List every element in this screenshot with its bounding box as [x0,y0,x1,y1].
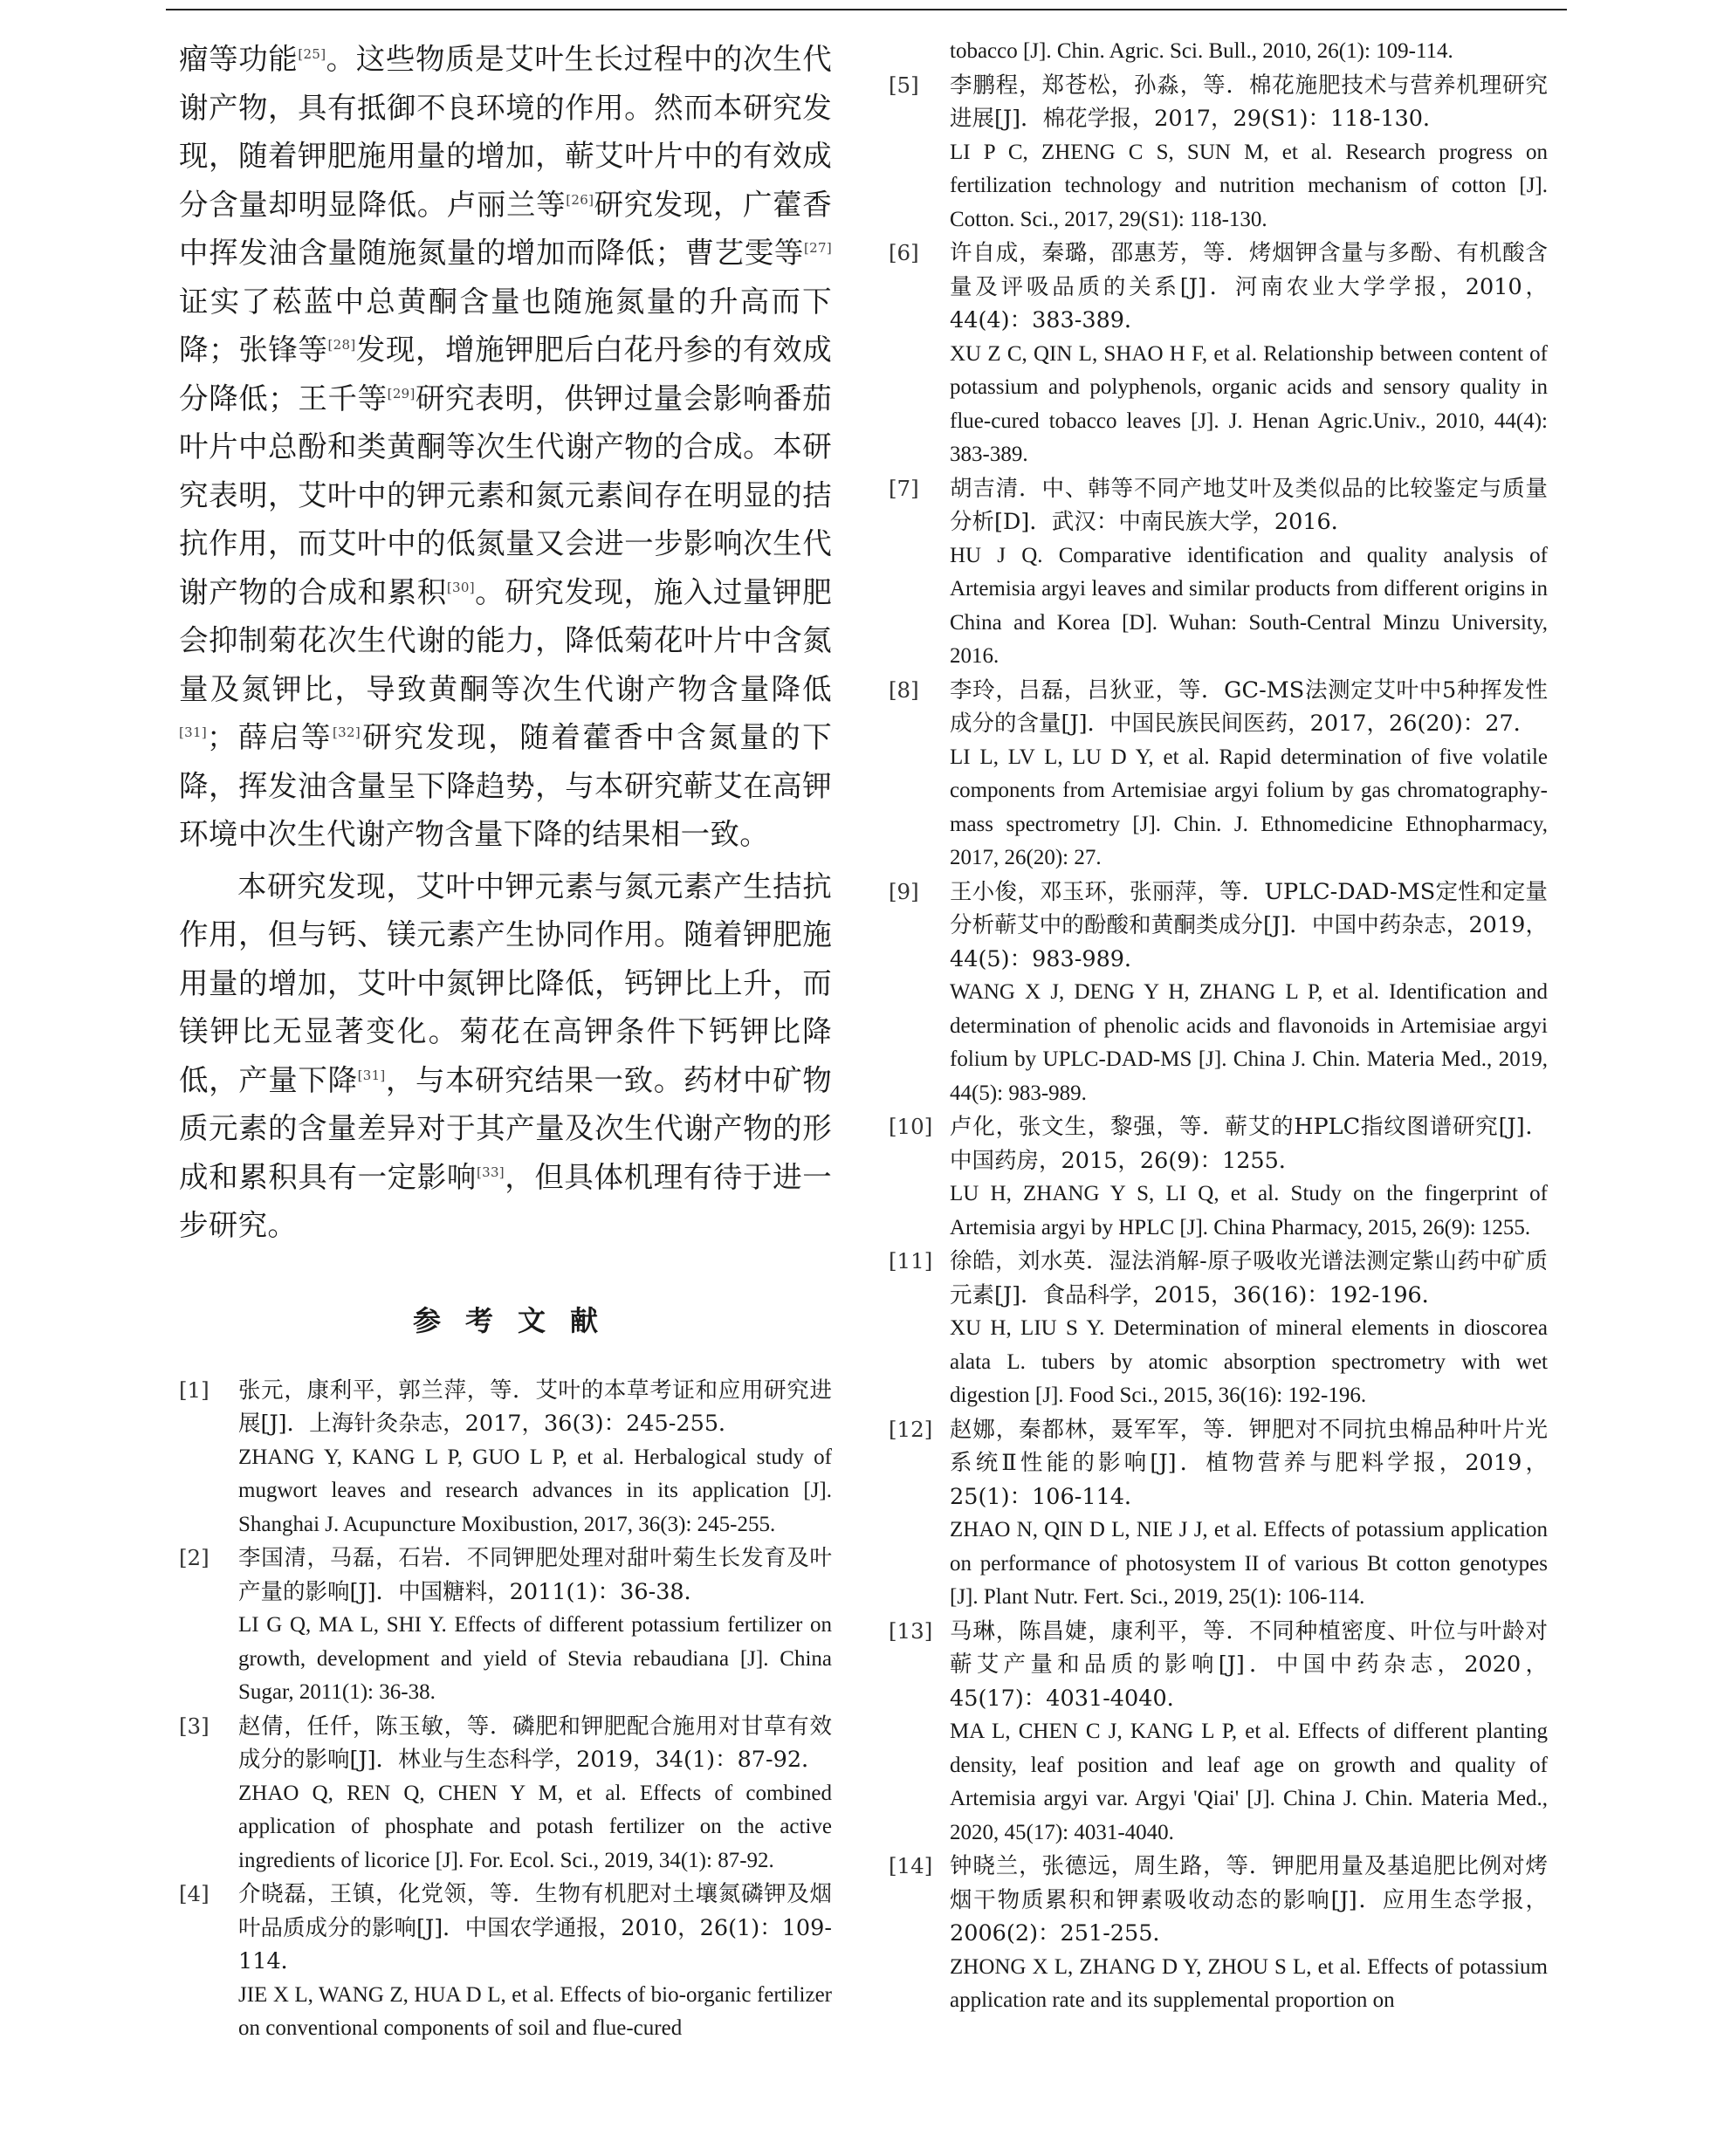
citation-marker: [30] [446,579,475,595]
citation-marker: [26] [566,191,594,208]
paragraph-text: 。研究发现，施入过量钾肥会抑制菊花次生代谢的能力，降低菊花叶片中含氮量及氮钾比，导致黄酮等次生代谢产物含量降低 [179,574,832,706]
reference-chinese: 介晓磊，王镇，化党领，等．生物有机肥对土壤氮磷钾及烟叶品质成分的影响[J]．中国农学通报，2010，26(1)：109-114． [238,1881,832,1974]
reference-item [889,1110,1548,1245]
reference-english: HU J Q. Comparative identification and quality analysis of Artemisia argyi leaves and similar products from different origins in China and Korea [D]. Wuhan: South-Central Minzu University, 2016. [950,543,1548,668]
paragraph-text: 研究发现，随着藿香中含氮量的下降，挥发油含量呈下降趋势，与本研究蕲艾在高钾环境中次生代谢产物含量下降的结果相一致。 [179,720,832,851]
reference-item [889,1413,1548,1615]
paragraph-text: 本研究发现，艾叶中钾元素与氮元素产生拮抗作用，但与钙、镁元素产生协同作用。随着钾肥施用量的增加，艾叶中氮钾比降低，钙钾比上升，而镁钾比无显著变化。菊花在高钾条件下钙钾比降低，产量下降 [179,869,832,1097]
reference-chinese: 许自成，秦璐，邵惠芳，等．烤烟钾含量与多酚、有机酸含量及评吸品质的关系[J]．河南农业大学学报，2010，44(4)：383-389． [950,240,1548,333]
reference-number: [14] [889,1853,933,1878]
reference-item [889,69,1548,237]
reference-chinese: 钟晓兰，张德远，周生路，等．钾肥用量及基追肥比例对烤烟干物质累积和钾素吸收动态的影响[J]．应用生态学报，2006(2)：251-255． [950,1853,1548,1947]
reference-continuation [889,35,1548,69]
reference-chinese: 卢化，张文生，黎强，等．蕲艾的HPLC指纹图谱研究[J]．中国药房，2015，26(9)：1255． [950,1114,1548,1174]
body-paragraph-2 [179,862,832,1250]
reference-number: [9] [889,878,919,904]
reference-chinese: 李国清，马磊，石岩．不同钾肥处理对甜叶菊生长发育及叶产量的影响[J]．中国糖料，2011(1)：36-38． [238,1545,832,1605]
reference-english: WANG X J, DENG Y H, ZHANG L P, et al. Identification and determination of phenolic acids and flavonoids in Artemisiae argyi folium by UPLC-DAD-MS [J]. China J. Chin. Materia Med., 2019, 44(5): 983-989. [950,980,1548,1105]
reference-chinese: 王小俊，邓玉环，张丽萍，等．UPLC-DAD-MS定性和定量分析蕲艾中的酚酸和黄酮类成分[J]．中国中药杂志，2019，44(5)：983-989． [950,878,1548,972]
reference-item [179,1374,832,1542]
reference-number: [6] [889,240,919,265]
reference-english: LU H, ZHANG Y S, LI Q, et al. Study on the fingerprint of Artemisia argyi by HPLC [J]. China Pharmacy, 2015, 26(9): 1255. [950,1182,1548,1239]
reference-item [889,674,1548,875]
reference-item [889,1615,1548,1850]
body-paragraph-1 [179,35,832,859]
reference-chinese: 胡吉清．中、韩等不同产地艾叶及类似品的比较鉴定与质量分析[D]．武汉：中南民族大学，2016． [950,475,1548,535]
paragraph-text: 研究表明，供钾过量会影响番茄叶片中总酚和类黄酮等次生代谢产物的合成。本研究表明，艾叶中的钾元素和氮元素间存在明显的拮抗作用，而艾叶中的低氮量又会进一步影响次生代谢产物的合成和累积 [179,381,832,609]
reference-english: ZHONG X L, ZHANG D Y, ZHOU S L, et al. Effects of potassium application rate and its supplemental proportion on [950,1954,1548,2012]
reference-list-right [889,69,1548,2018]
reference-english: ZHAO N, QIN D L, NIE J J, et al. Effects of potassium application on performance of photosystem II of various Bt cotton genotypes [J]. Plant Nutr. Fert. Sci., 2019, 25(1): 106-114. [950,1518,1548,1609]
reference-chinese: 徐皓，刘水英．湿法消解-原子吸收光谱法测定紫山药中矿质元素[J]．食品科学，2015，36(16)：192-196． [950,1248,1548,1308]
reference-chinese: 张元，康利平，郭兰萍，等．艾叶的本草考证和应用研究进展[J]．上海针灸杂志，2017，36(3)：245-255． [238,1377,832,1437]
reference-number: [4] [179,1881,210,1906]
reference-number: [2] [179,1545,210,1570]
paragraph-text: ；薛启等 [207,720,333,754]
reference-number: [10] [889,1114,933,1139]
reference-item [179,1541,832,1710]
reference-item [889,472,1548,674]
paragraph-text: 研究发现，广藿香中挥发油含量随施氮量的增加而降低；曹艺雯等 [179,187,832,270]
reference-item [889,237,1548,472]
citation-marker: [29] [387,385,416,402]
reference-number: [8] [889,676,919,703]
references-heading: 参考文献 [412,1303,622,1337]
reference-english: JIE X L, WANG Z, HUA D L, et al. Effects of bio-organic fertilizer on conventional components of soil and flue-cured [238,1982,832,2040]
reference-item [179,1878,832,2046]
reference-english: LI L, LV L, LU D Y, et al. Rapid determination of five volatile components from Artemisiae argyi folium by gas chromatography-mass spectrometry [J]. Chin. J. Ethnomedicine Ethnopharmacy, 2017, 26(20): 27. [950,745,1548,869]
paragraph-text: ，与本研究结果一致。药材中矿物质元素的含量差异对于其产量及次生代谢产物的形成和累积具有一定影响 [179,1062,832,1194]
citation-marker: [27] [804,239,832,256]
reference-item [179,1710,832,1878]
reference-chinese: 赵娜，秦都林，聂军军，等．钾肥对不同抗虫棉品种叶片光系统Ⅱ性能的影响[J]．植物营养与肥料学报，2019，25(1)：106-114． [950,1416,1548,1510]
reference-english: MA L, CHEN C J, KANG L P, et al. Effects of different planting density, leaf position and leaf age on growth and quality of Artemisia argyi var. Argyi 'Qiai' [J]. China J. Chin. Materia Med., 2020, 45(17): 4031-4040. [950,1720,1548,1844]
citation-marker: [31] [179,724,207,740]
reference-number: [3] [179,1713,210,1739]
header-rule [166,9,1567,10]
right-column [889,35,1548,2018]
reference-number: [7] [889,475,919,501]
reference-item [889,1245,1548,1413]
reference-item [889,875,1548,1111]
citation-marker: [31] [357,1067,386,1083]
reference-english: tobacco [J]. Chin. Agric. Sci. Bull., 2010, 26(1): 109-114. [950,39,1453,63]
paragraph-text: 证实了菘蓝中总黄酮含量也随施氮量的升高而下降；张锋等 [179,284,832,367]
reference-chinese: 李鹏程，郑苍松，孙淼，等．棉花施肥技术与营养机理研究进展[J]．棉花学报，2017，29(S1)：118-130． [950,72,1548,132]
citation-marker: [25] [298,45,326,62]
reference-english: LI P C, ZHENG C S, SUN M, et al. Research progress on fertilization technology and nutrition mechanism of cotton [J]. Cotton. Sci., 2017, 29(S1): 118-130. [950,140,1548,231]
reference-number: [13] [889,1617,933,1644]
reference-english: XU Z C, QIN L, SHAO H F, et al. Relationship between content of potassium and polyphenols, organic acids and sensory quality in flue-cured tobacco leaves [J]. J. Henan Agric.Univ., 2010, 44(4): 383-389. [950,341,1548,466]
reference-number: [1] [179,1377,210,1403]
reference-chinese: 马琳，陈昌婕，康利平，等．不同种植密度、叶位与叶龄对蕲艾产量和品质的影响[J]．中国中药杂志，2020，45(17)：4031-4040． [950,1617,1548,1712]
paragraph-text: ，但具体机理有待于进一步研究。 [179,1159,832,1242]
left-column [179,35,832,2046]
reference-number: [5] [889,72,919,98]
reference-chinese: 李玲，吕磊，吕狄亚，等．GC-MS法测定艾叶中5种挥发性成分的含量[J]．中国民族民间医药，2017，26(20)：27． [950,676,1548,737]
reference-number: [12] [889,1416,933,1442]
paragraph-text: 。这些物质是艾叶生长过程中的次生代谢产物，具有抵御不良环境的作用。然而本研究发现，随着钾肥施用量的增加，蕲艾叶片中的有效成分含量却明显降低。卢丽兰等 [179,42,832,222]
reference-number: [11] [889,1248,933,1274]
citation-marker: [28] [327,336,356,353]
reference-item [889,1850,1548,2018]
citation-marker: [32] [333,724,361,740]
reference-chinese: 赵倩，任仟，陈玉敏，等．磷肥和钾肥配合施用对甘草有效成分的影响[J]．林业与生态科学，2019，34(1)：87-92． [238,1713,832,1773]
reference-english: ZHANG Y, KANG L P, GUO L P, et al. Herbalogical study of mugwort leaves and research advances in its application [J]. Shanghai J. Acupuncture Moxibustion, 2017, 36(3): 245-255. [238,1445,832,1536]
paragraph-text: 发现，增施钾肥后白花丹参的有效成分降低；王千等 [179,333,832,415]
reference-english: XU H, LIU S Y. Determination of mineral elements in dioscorea alata L. tubers by atomic absorption spectrometry with wet digestion [J]. Food Sci., 2015, 36(16): 192-196. [950,1316,1548,1407]
reference-list-left [179,1374,832,2046]
reference-english: ZHAO Q, REN Q, CHEN Y M, et al. Effects of combined application of phosphate and potash fertilizer on the active ingredients of licorice [J]. For. Ecol. Sci., 2019, 34(1): 87-92. [238,1781,832,1872]
paragraph-text: 瘤等功能 [179,42,299,76]
citation-marker: [33] [476,1164,505,1180]
reference-english: LI G Q, MA L, SHI Y. Effects of different potassium fertilizer on growth, development and yield of Stevia rebaudiana [J]. China Sugar, 2011(1): 36-38. [238,1613,832,1704]
